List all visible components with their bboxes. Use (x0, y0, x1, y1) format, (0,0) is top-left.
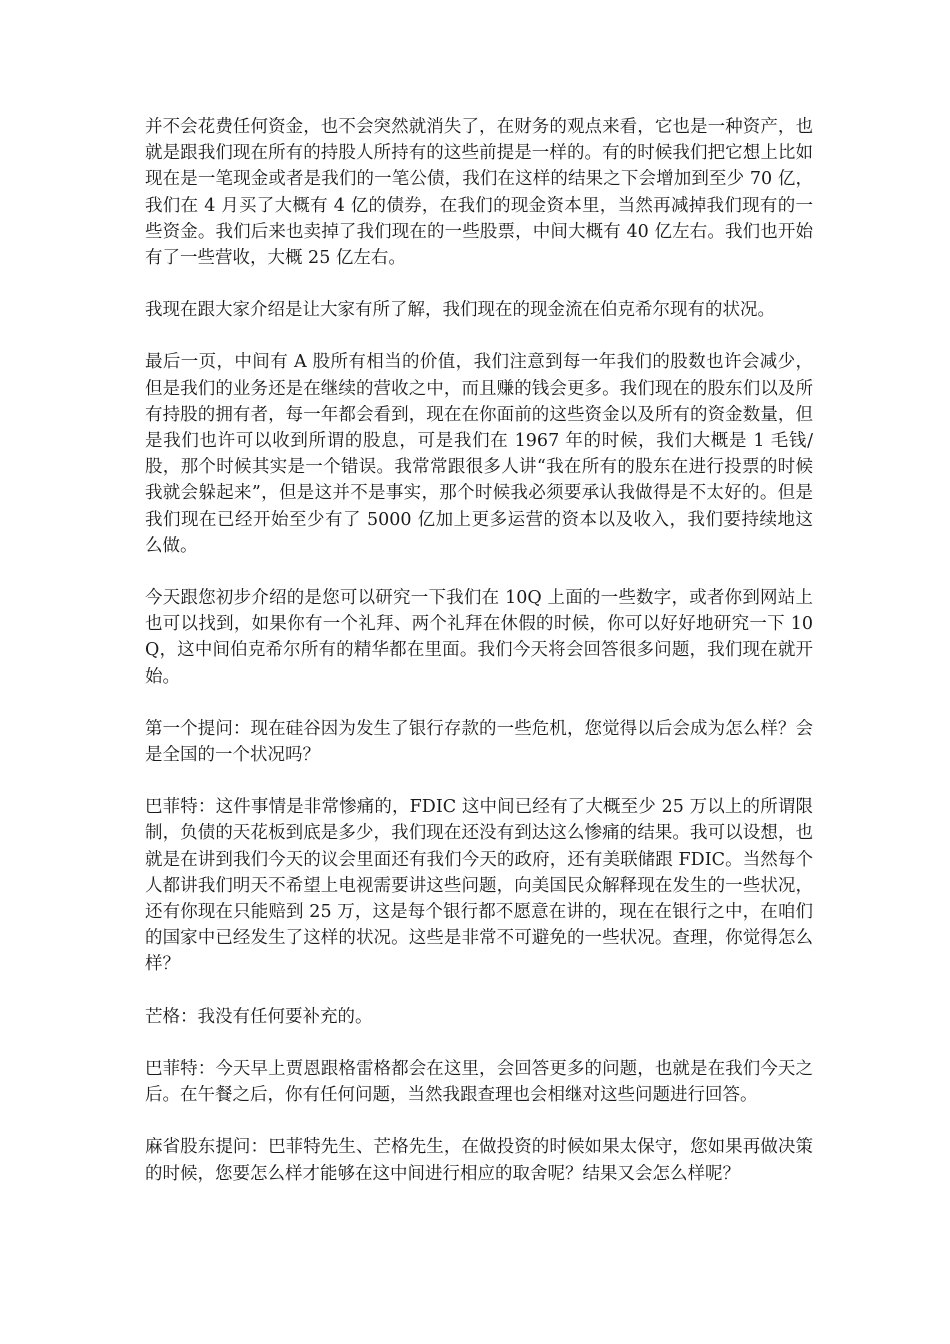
paragraph-massachusetts-question: 麻省股东提问：巴菲特先生、芒格先生，在做投资的时候如果太保守，您如果再做决策的时候，您要怎么样才能够在这中间进行相应的取舍呢？结果又会怎么样呢？ (145, 1137, 813, 1184)
paragraph-buffett-answer-fdic: 巴菲特：这件事情是非常惨痛的，FDIC 这中间已经有了大概至少 25 万以上的所谓限制，负债的天花板到底是多少，我们现在还没有到达这么惨痛的结果。我可以设想，也就是在讲到我们今天的议会里面还有我们今天的政府，还有美联储跟 FDIC。当然每个人都讲我们明天不希望上电视需要讲这些问题，向美国民众解释现在发生的一些状况，还有你现在只能赔到 25 万，这是每个银行都不愿意在讲的，现在在银行之中，在咱们的国家中已经发生了这样的状况。这些是非常不可避免的一些状况。查理，你觉得怎么样？ (145, 797, 813, 975)
paragraph-buffett-follow-up: 巴菲特：今天早上贾恩跟格雷格都会在这里，会回答更多的问题，也就是在我们今天之后。在午餐之后，你有任何问题，当然我跟查理也会相继对这些问题进行回答。 (145, 1058, 813, 1106)
paragraph-first-question: 第一个提问：现在硅谷因为发生了银行存款的一些危机，您觉得以后会成为怎么样？会是全国的一个状况吗？ (145, 718, 813, 766)
paragraph-10q-introduction: 今天跟您初步介绍的是您可以研究一下我们在 10Q 上面的一些数字，或者你到网站上也可以找到，如果你有一个礼拜、两个礼拜在休假的时候，你可以好好地研究一下 10Q，这中间伯克希尔所有的精华都在里面。我们今天将会回答很多问题，我们现在就开始。 (145, 588, 813, 687)
document-body (145, 114, 813, 1213)
paragraph-cash-flow-summary: 我现在跟大家介绍是让大家有所了解，我们现在的现金流在伯克希尔现有的状况。 (145, 300, 775, 321)
paragraph-cash-flow-details: 并不会花费任何资金，也不会突然就消失了，在财务的观点来看，它也是一种资产，也就是跟我们现在所有的持股人所持有的这些前提是一样的。有的时候我们把它想上比如现在是一笔现金或者是我们的一笔公债，我们在这样的结果之下会增加到至少 70 亿，我们在 4 月买了大概有 4 亿的债券，在我们的现金资本里，当然再减掉我们现有的一些资金。我们后来也卖掉了我们现在的一些股票，中间大概有 40 亿左右。我们也开始有了一些营收，大概 25 亿左右。 (145, 117, 813, 269)
paragraph-share-value: 最后一页，中间有 A 股所有相当的价值，我们注意到每一年我们的股数也许会减少，但是我们的业务还是在继续的营收之中，而且赚的钱会更多。我们现在的股东们以及所有持股的拥有者，每一年都会看到，现在在你面前的这些资金以及所有的资金数量，但是我们也许可以收到所谓的股息，可是我们在 1967 年的时候，我们大概是 1 毛钱/股，那个时候其实是一个错误。我常常跟很多人讲“我在所有的股东在进行投票的时候我就会躲起来”，但是这并不是事实，那个时候我必须要承认我做得是不太好的。但是我们现在已经开始至少有了 5000 亿加上更多运营的资本以及收入，我们要持续地这么做。 (145, 352, 813, 556)
paragraph-munger-reply: 芒格：我没有任何要补充的。 (145, 1006, 373, 1027)
